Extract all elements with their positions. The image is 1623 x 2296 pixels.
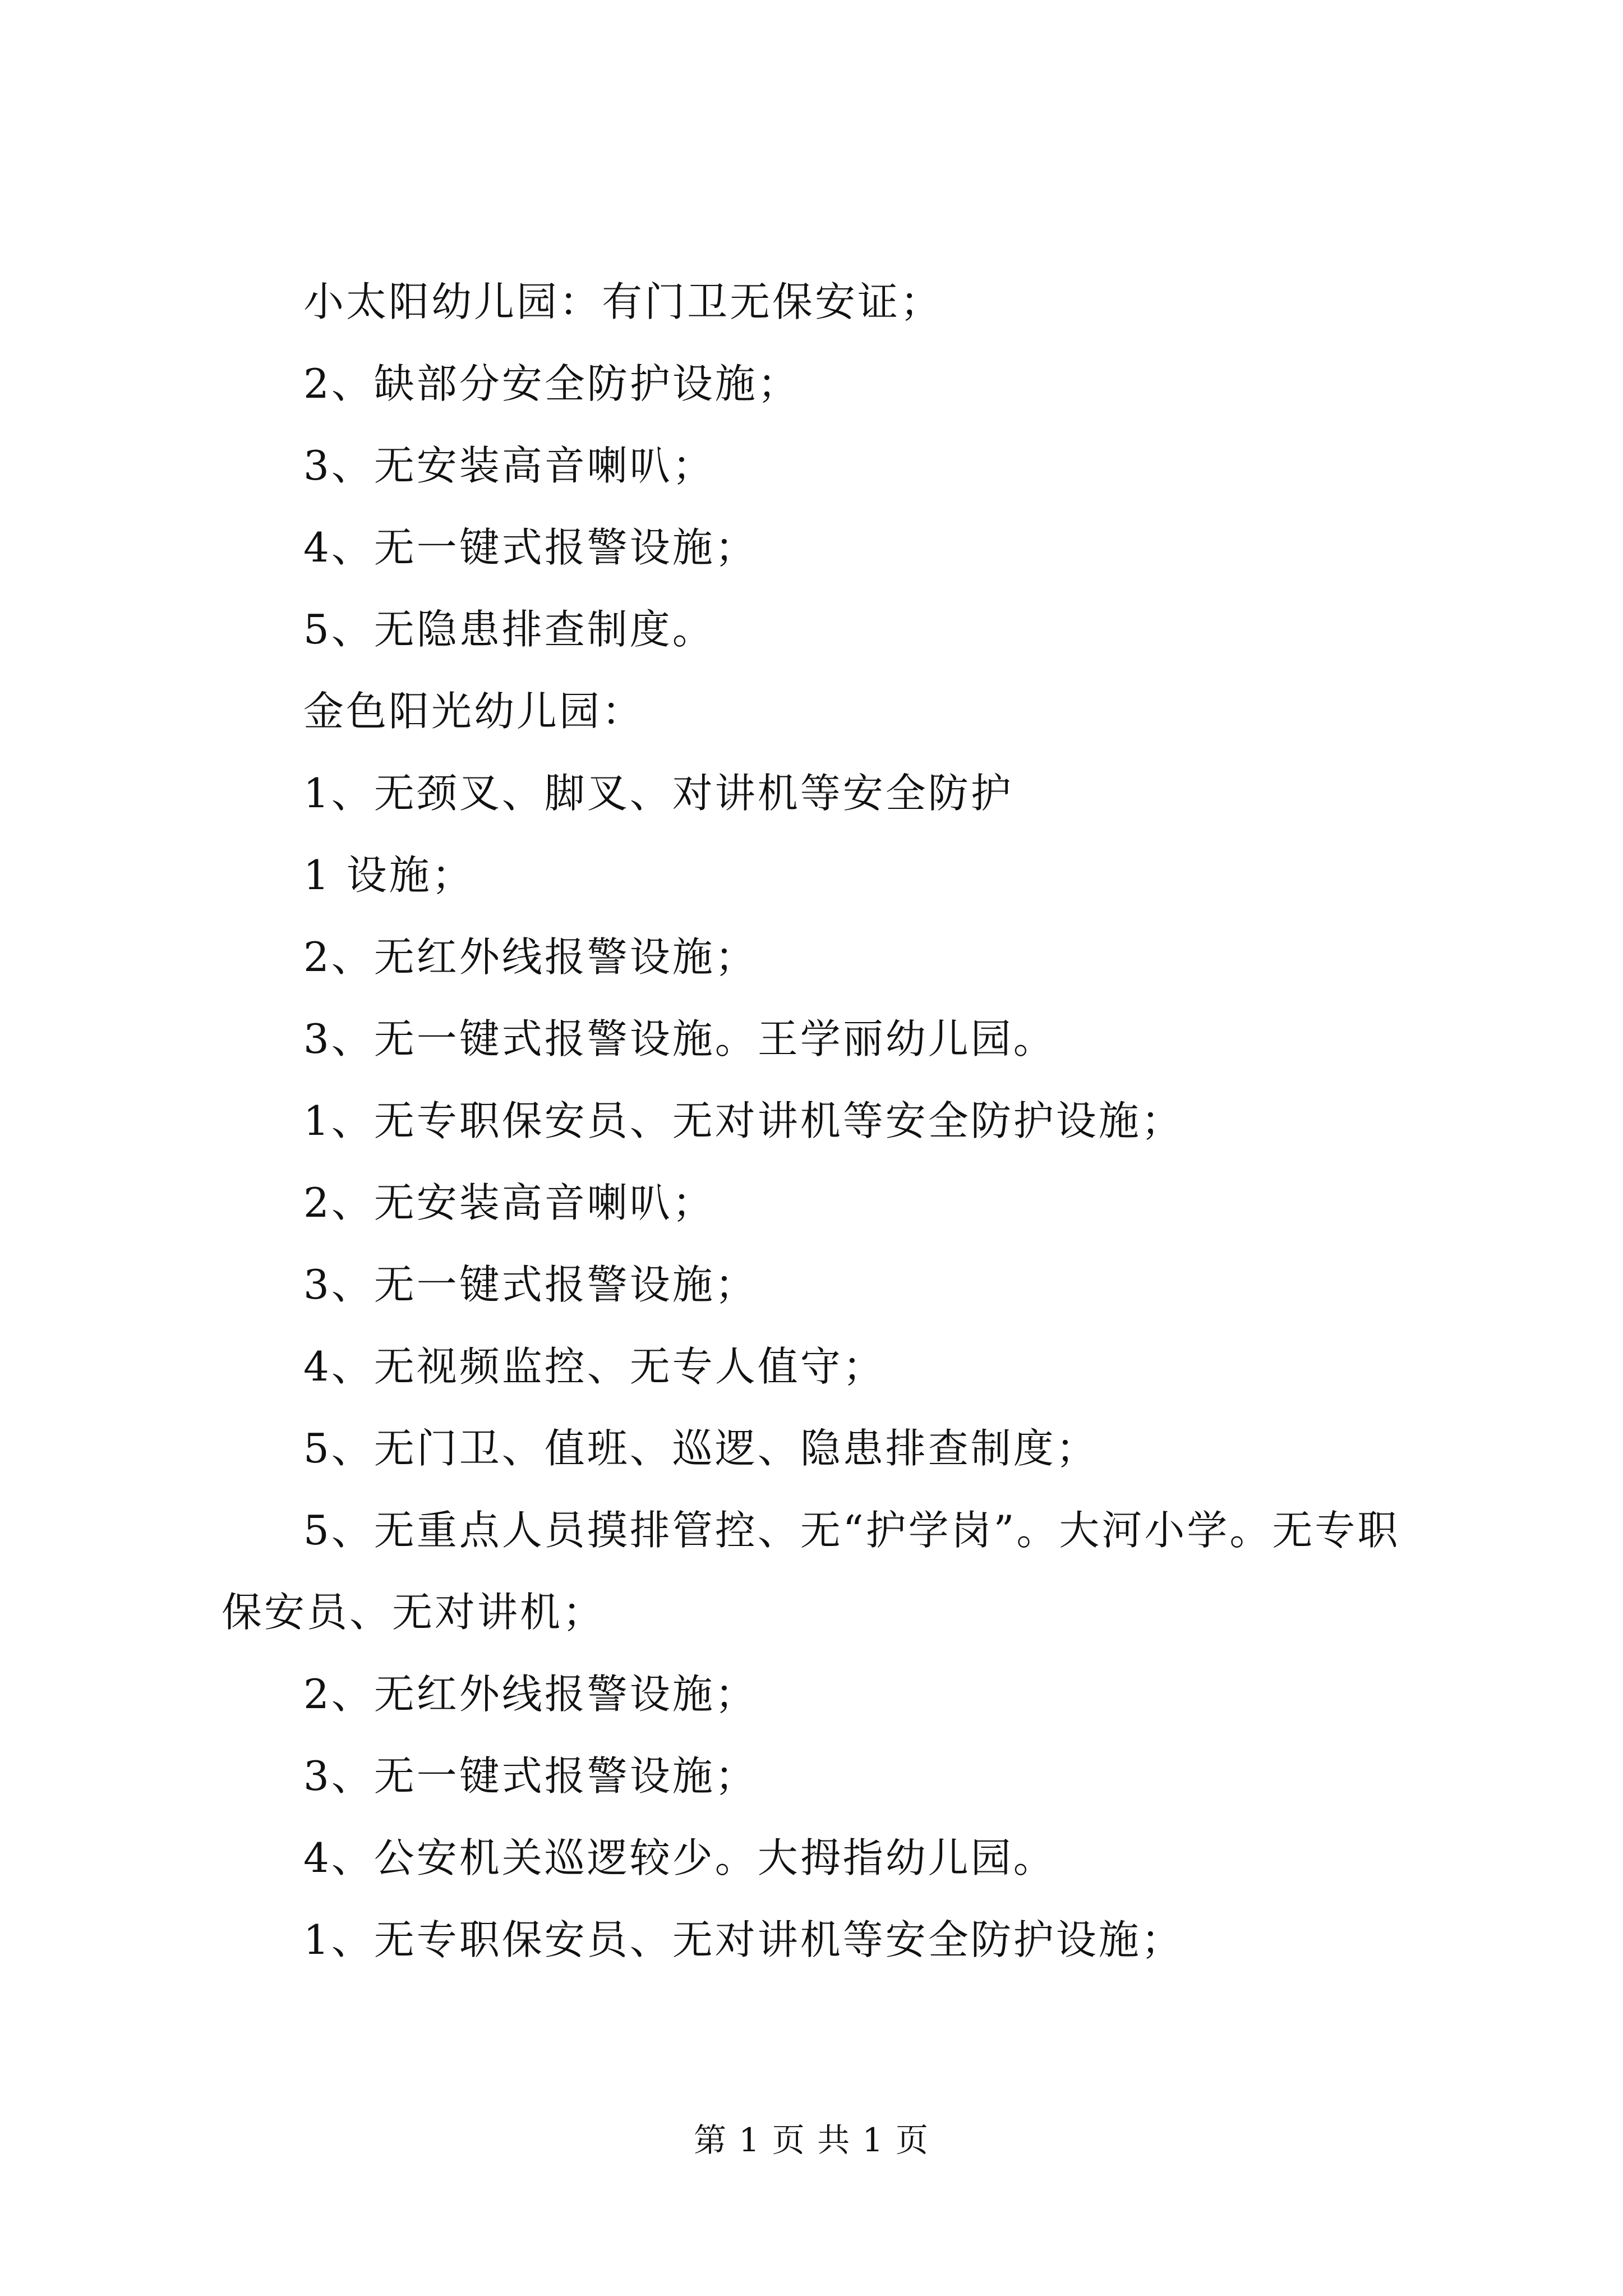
paragraph: 3、无一键式报警设施； bbox=[303, 1752, 758, 1800]
paragraph: 4、无一键式报警设施； bbox=[303, 524, 758, 571]
page-footer: 第 1 页 共 1 页 bbox=[694, 2121, 929, 2159]
paragraph: 5、无重点人员摸排管控、无“护学岗”。大河小学。无专职保安员、无对讲机； bbox=[222, 1507, 1400, 1636]
paragraph: 4、公安机关巡逻较少。大拇指幼儿园。 bbox=[303, 1834, 1056, 1881]
paragraph: 5、无隐患排查制度。 bbox=[303, 606, 715, 653]
paragraph: 1、无颈叉、脚叉、对讲机等安全防护 bbox=[303, 770, 1013, 817]
paragraph: 3、无一键式报警设施。王学丽幼儿园。 bbox=[303, 1015, 1056, 1062]
paragraph: 4、无视频监控、无专人值守； bbox=[303, 1343, 886, 1390]
paragraph: 1、无专职保安员、无对讲机等安全防护设施； bbox=[303, 1916, 1184, 1963]
paragraph: 5、无门卫、值班、巡逻、隐患排查制度； bbox=[303, 1425, 1099, 1472]
paragraph: 2、无红外线报警设施； bbox=[303, 1671, 758, 1718]
paragraph: 1 设施； bbox=[303, 852, 474, 899]
paragraph: 3、无安装高音喇叭； bbox=[303, 442, 715, 489]
paragraph: 2、无安装高音喇叭； bbox=[303, 1179, 715, 1226]
paragraph: 1、无专职保安员、无对讲机等安全防护设施； bbox=[303, 1097, 1184, 1144]
paragraph: 3、无一键式报警设施； bbox=[303, 1261, 758, 1308]
paragraph: 小太阳幼儿园：有门卫无保安证； bbox=[303, 278, 943, 325]
paragraph: 金色阳光幼儿园： bbox=[303, 688, 645, 735]
document-body bbox=[222, 261, 1438, 1981]
paragraph: 2、无红外线报警设施； bbox=[303, 933, 758, 981]
paragraph: 2、缺部分安全防护设施； bbox=[303, 360, 800, 407]
